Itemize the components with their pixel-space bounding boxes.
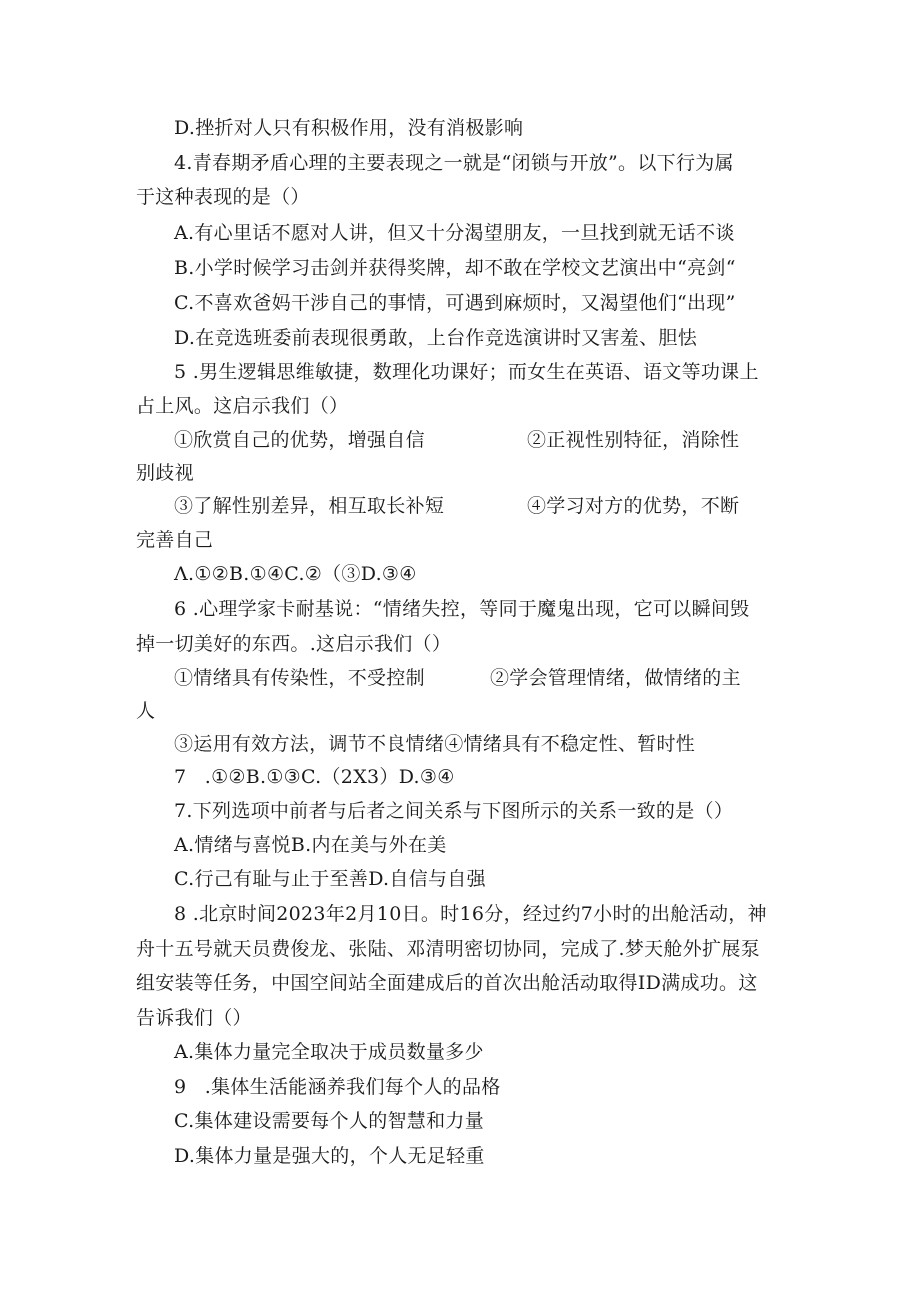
question-8-stem-cont-3: 告诉我们（） <box>136 1007 252 1029</box>
question-8-option-d: D.集体力量是强大的，个人无足轻重 <box>174 1145 485 1167</box>
question-5-item-2-cont: 别歧视 <box>136 462 194 484</box>
question-8-stem-cont-2: 组安装等任务，中国空间站全面建成后的首次出舱活动取得ID满成功。这 <box>136 972 758 994</box>
question-7-options-ab: A.情绪与喜悦B.内在美与外在美 <box>174 834 447 856</box>
question-6-item-2: ②学会管理情绪，做情绪的主 <box>490 667 741 689</box>
question-5-item-2: ②正视性别特征，消除性 <box>527 429 740 451</box>
question-7-stem: 7.下列选项中前者与后者之间关系与下图所示的关系一致的是（） <box>174 800 734 822</box>
question-8-stem: 8 .北京时间2023年2月10日。时16分，经过约7小时的出舱活动，神 <box>174 903 767 925</box>
question-4-option-a: A.有心里话不愿对人讲，但又十分渴望朋友，一旦找到就无话不谈 <box>174 222 735 244</box>
question-5-item-1: ①欣赏自己的优势，增强自信 <box>174 429 425 451</box>
question-6-stem: 6 .心理学家卡耐基说：“情绪失控，等同于魔鬼出现，它可以瞬间毁 <box>174 598 750 620</box>
question-6-items-3-4: ③运用有效方法，调节不良情绪④情绪具有不稳定性、暂时性 <box>174 733 696 755</box>
question-8-option-a: A.集体力量完全取决于成员数量多少 <box>174 1041 484 1063</box>
question-4-option-c: C.不喜欢爸妈干涉自己的事情，可遇到麻烦时，又渴望他们“出现” <box>174 292 736 314</box>
question-4-stem: 4.青春期矛盾心理的主要表现之一就是“闭锁与开放”。以下行为属 <box>174 152 734 174</box>
question-7-options-cd: C.行己有耻与止于至善D.自信与自强 <box>174 868 486 890</box>
question-6-item-1: ①情绪具有传染性，不受控制 <box>174 667 425 689</box>
question-8-option-b: 9 .集体生活能涵养我们每个人的品格 <box>174 1076 501 1098</box>
question-5-item-4-cont: 完善自己 <box>136 529 214 551</box>
question-4-option-d: D.在竞选班委前表现很勇敢，上台作竞选演讲时又害羞、胆怯 <box>174 327 697 349</box>
question-5-item-3: ③了解性别差异，相互取长补短 <box>174 495 445 517</box>
question-5-stem-cont: 占上风。这启示我们（） <box>136 395 349 417</box>
question-5-options: Λ.①②B.①④C.②（③D.③④ <box>174 563 417 585</box>
question-6-options: 7 .①②B.①③C.（2X3）D.③④ <box>174 766 455 788</box>
question-6-item-2-cont: 人 <box>136 700 156 722</box>
question-4-stem-cont: 于这种表现的是（） <box>136 186 310 208</box>
question-5-item-4: ④学习对方的优势，不断 <box>527 495 740 517</box>
question-5-stem: 5 .男生逻辑思维敏捷，数理化功课好；而女生在英语、语文等功课上 <box>174 361 759 383</box>
question-6-stem-cont: 掉一切美好的东西。.这启示我们（） <box>136 633 452 655</box>
question-8-stem-cont-1: 舟十五号就天员费俊龙、张陆、邓清明密切协同，完成了.梦天舱外扩展泵 <box>136 938 760 960</box>
question-8-option-c: C.集体建设需要每个人的智慧和力量 <box>174 1110 485 1132</box>
option-line: D.挫折对人只有积极作用，没有消极影响 <box>174 117 524 139</box>
question-4-option-b: B.小学时候学习击剑并获得奖牌，却不敢在学校文艺演出中“亮剑“ <box>174 257 736 279</box>
